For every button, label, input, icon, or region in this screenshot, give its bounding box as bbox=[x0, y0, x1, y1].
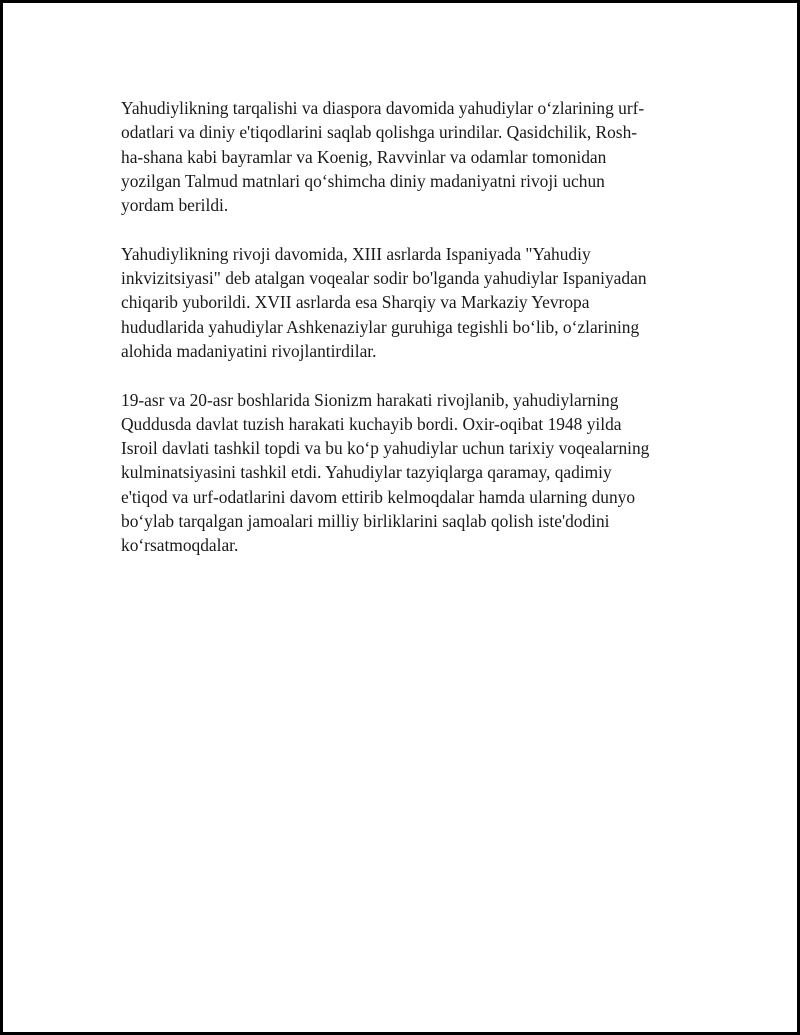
text-line: ko‘rsatmoqdalar. bbox=[121, 535, 239, 556]
text-line: Yahudiylikning rivoji davomida, XIII asrlarda Ispaniyada "Yahudiy bbox=[121, 243, 591, 264]
paragraph-1 bbox=[121, 96, 683, 217]
paragraph-2 bbox=[121, 242, 683, 363]
text-line: Yahudiylikning tarqalishi va diaspora davomida yahudiylar o‘zlarining urf- bbox=[121, 98, 645, 118]
text-line: yordam berildi. bbox=[121, 195, 229, 216]
text-line: inkvizitsiyasi" deb atalgan voqealar sodir bo'lganda yahudiylar Ispaniyadan bbox=[121, 268, 647, 289]
document-body bbox=[121, 96, 683, 582]
text-line: hududlarida yahudiylar Ashkenaziylar guruhiga tegishli bo‘lib, o‘zlarining bbox=[121, 316, 640, 337]
text-line: 19-asr va 20-asr boshlarida Sionizm harakati rivojlanib, yahudiylarning bbox=[121, 389, 619, 410]
text-line: alohida madaniyatini rivojlantirdilar. bbox=[121, 340, 377, 361]
text-line: e'tiqod va urf-odatlarini davom ettirib kelmoqdalar hamda ularning dunyo bbox=[121, 486, 636, 507]
text-line: Quddusda davlat tuzish harakati kuchayib bordi. Oxir-oqibat 1948 yilda bbox=[121, 413, 622, 434]
text-line: bo‘ylab tarqalgan jamoalari milliy birliklarini saqlab qolish iste'dodini bbox=[121, 511, 610, 532]
paragraph-3 bbox=[121, 388, 683, 558]
text-line: yozilgan Talmud matnlari qo‘shimcha diniy madaniyatni rivoji uchun bbox=[121, 170, 605, 191]
text-line: ha-shana kabi bayramlar va Koenig, Ravvinlar va odamlar tomonidan bbox=[121, 146, 607, 167]
text-line: chiqarib yuborildi. XVII asrlarda esa Sharqiy va Markaziy Yevropa bbox=[121, 292, 590, 313]
text-line: kulminatsiyasini tashkil etdi. Yahudiylar tazyiqlarga qaramay, qadimiy bbox=[121, 462, 612, 483]
text-line: odatlari va diniy e'tiqodlarini saqlab qolishga urindilar. Qasidchilik, Rosh- bbox=[121, 122, 638, 143]
text-line: Isroil davlati tashkil topdi va bu ko‘p yahudiylar uchun tarixiy voqealarning bbox=[121, 438, 650, 459]
